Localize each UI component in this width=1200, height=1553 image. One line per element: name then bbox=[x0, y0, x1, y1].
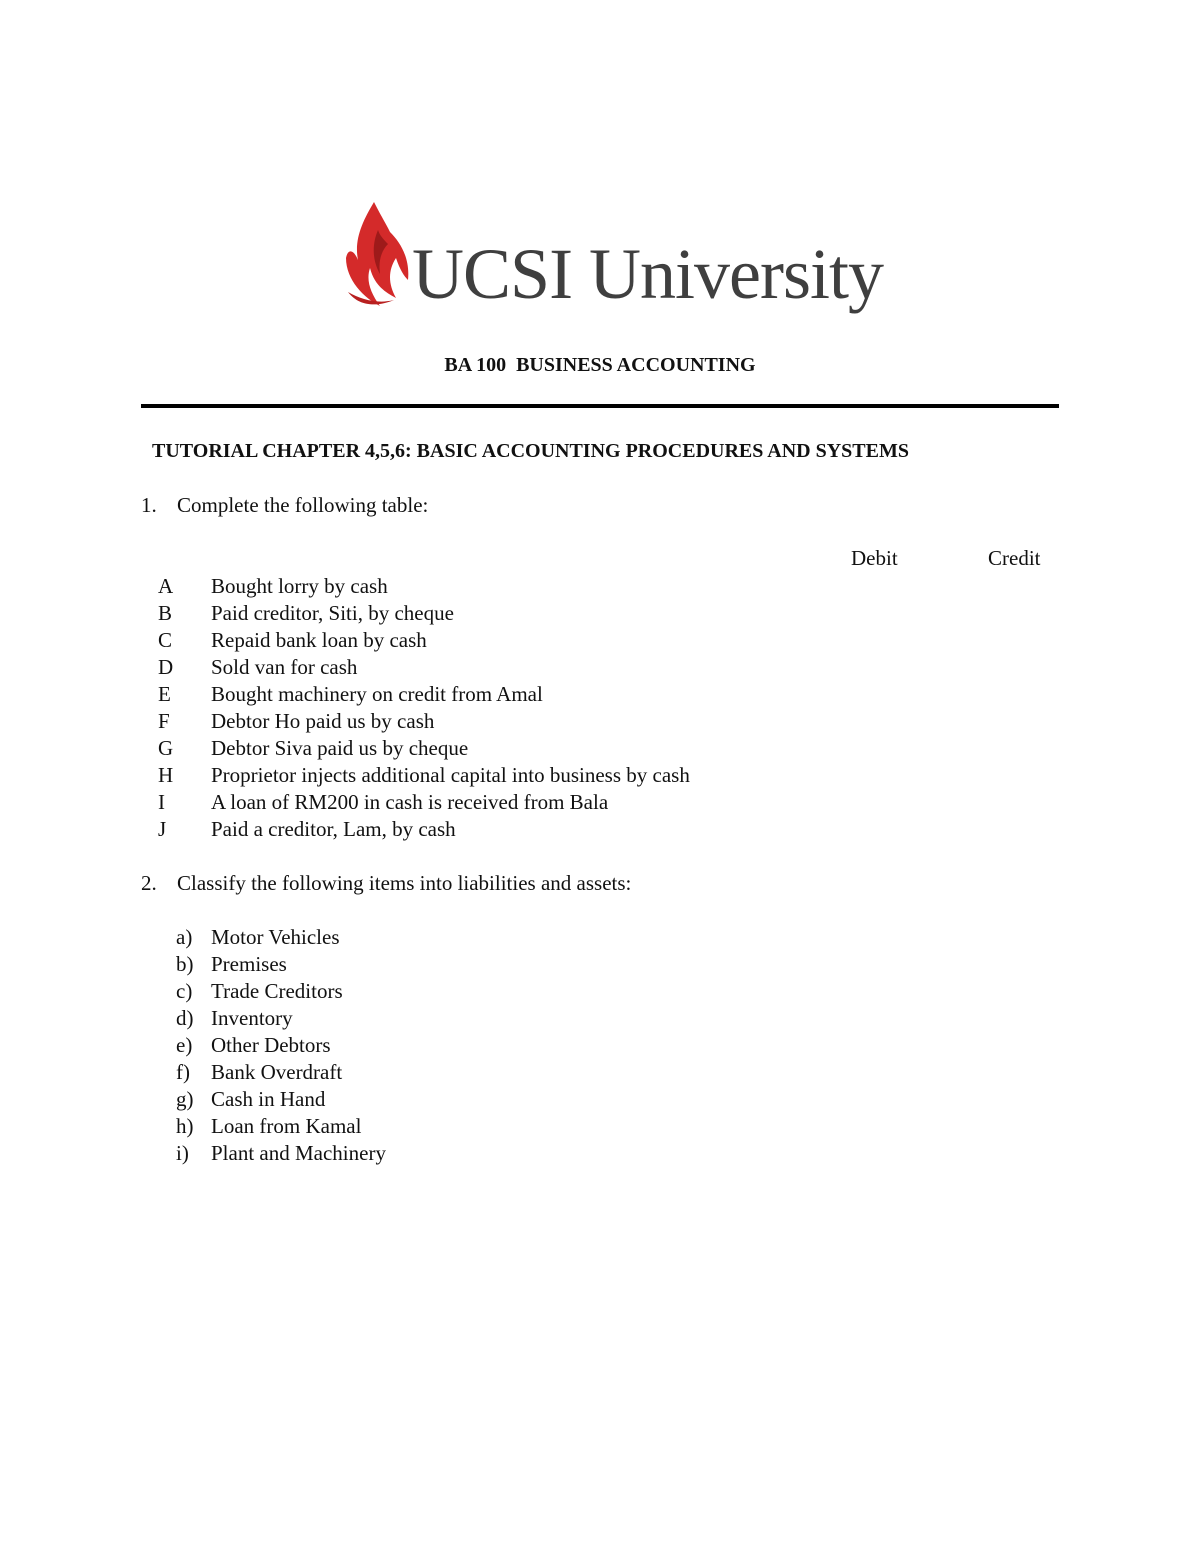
course-title: BA 100 BUSINESS ACCOUNTING bbox=[444, 354, 756, 376]
credit-column-header: Credit bbox=[988, 546, 1041, 570]
flame-logo-icon bbox=[344, 200, 410, 310]
question-2-number: 2. bbox=[141, 871, 157, 895]
transaction-text: A loan of RM200 in cash is received from Bala bbox=[211, 790, 609, 814]
transaction-letter: F bbox=[158, 709, 170, 733]
transaction-letter: J bbox=[158, 817, 167, 841]
transaction-text: Paid a creditor, Lam, by cash bbox=[211, 817, 456, 841]
transaction-letter: A bbox=[158, 574, 174, 598]
tutorial-title: TUTORIAL CHAPTER 4,5,6: BASIC ACCOUNTING PROCEDURES AND SYSTEMS bbox=[152, 440, 909, 462]
list-item: Plant and Machinery bbox=[211, 1141, 386, 1165]
list-item-letter: f) bbox=[176, 1060, 190, 1084]
header-divider bbox=[141, 404, 1059, 408]
list-item: Other Debtors bbox=[211, 1033, 331, 1057]
university-logo bbox=[344, 200, 883, 330]
debit-column-header: Debit bbox=[851, 546, 898, 570]
list-item-letter: e) bbox=[176, 1033, 193, 1057]
transaction-letter: D bbox=[158, 655, 174, 679]
transaction-text: Sold van for cash bbox=[211, 655, 358, 679]
list-item: Trade Creditors bbox=[211, 979, 343, 1003]
transaction-text: Repaid bank loan by cash bbox=[211, 628, 427, 652]
list-item: Inventory bbox=[211, 1006, 293, 1030]
transaction-text: Debtor Siva paid us by cheque bbox=[211, 736, 469, 760]
transaction-letter: H bbox=[158, 763, 174, 787]
logo-wordmark: UCSI University bbox=[412, 234, 883, 314]
transaction-text: Proprietor injects additional capital into business by cash bbox=[211, 763, 690, 787]
list-item-letter: b) bbox=[176, 952, 194, 976]
list-item: Premises bbox=[211, 952, 287, 976]
list-item-letter: g) bbox=[176, 1087, 194, 1111]
transaction-letter: I bbox=[158, 790, 165, 814]
transaction-text: Debtor Ho paid us by cash bbox=[211, 709, 435, 733]
question-1-prompt: Complete the following table: bbox=[177, 493, 429, 517]
list-item: Bank Overdraft bbox=[211, 1060, 343, 1084]
transaction-letter: C bbox=[158, 628, 173, 652]
transaction-letter: E bbox=[158, 682, 171, 706]
question-2-prompt: Classify the following items into liabilities and assets: bbox=[177, 871, 632, 895]
question-1-number: 1. bbox=[141, 493, 157, 517]
transaction-text: Bought machinery on credit from Amal bbox=[211, 682, 543, 706]
transaction-text: Bought lorry by cash bbox=[211, 574, 388, 598]
list-item-letter: a) bbox=[176, 925, 193, 949]
list-item: Cash in Hand bbox=[211, 1087, 326, 1111]
transaction-letter: G bbox=[158, 736, 174, 760]
list-item: Loan from Kamal bbox=[211, 1114, 362, 1138]
transaction-letter: B bbox=[158, 601, 173, 625]
list-item-letter: d) bbox=[176, 1006, 194, 1030]
list-item-letter: i) bbox=[176, 1141, 189, 1165]
list-item-letter: h) bbox=[176, 1114, 194, 1138]
list-item-letter: c) bbox=[176, 979, 193, 1003]
list-item: Motor Vehicles bbox=[211, 925, 340, 949]
transaction-text: Paid creditor, Siti, by cheque bbox=[211, 601, 454, 625]
